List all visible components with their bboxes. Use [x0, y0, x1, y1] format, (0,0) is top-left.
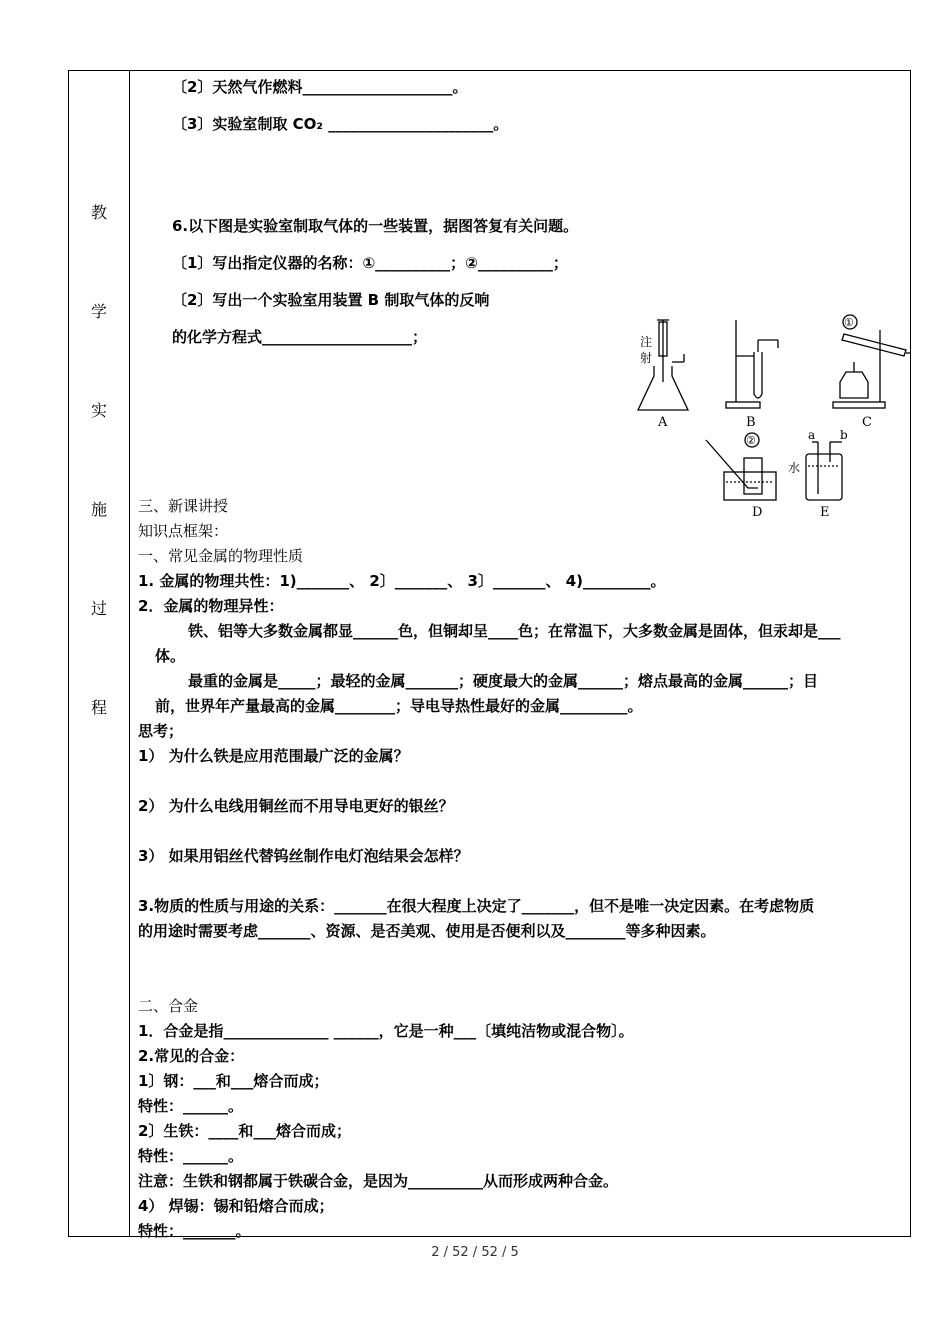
common-alloys-heading: 2.常见的合金： — [138, 1047, 245, 1065]
test-tube-c — [842, 334, 906, 356]
side-label-char: 过 — [90, 599, 107, 618]
page-number: 2 / 52 / 52 / 5 — [431, 1245, 519, 1260]
tube-label-a: a — [808, 428, 816, 442]
think-question: 2） 为什么电线用铜丝而不用导电更好的银丝？ — [138, 797, 454, 815]
stand-c — [833, 402, 885, 408]
figure-label-c: C — [862, 415, 872, 430]
alloy-property: 特性：______。 — [138, 1147, 244, 1165]
alloy-definition: 1．合金是指______________ ______，它是一种___〔填纯洁物或混合物〕。 — [138, 1022, 634, 1040]
question-6-stem: 6.以下图是实验室制取气体的一些装置，据图答复有关问题。 — [172, 217, 579, 235]
distinct-properties-line: 铁、铝等大多数金属都显______色，但铜却呈____色；在常温下，大多数金属是固体，但汞却是___ — [188, 622, 841, 640]
alloy-solder: 4） 焊锡：锡和铅熔合而成； — [138, 1197, 334, 1215]
question-6-part-1: 〔1〕写出指定仪器的名称：①__________；②__________； — [172, 254, 568, 272]
syringe-label: 注 — [640, 335, 653, 349]
side-label-char: 实 — [90, 401, 107, 420]
question-6-part-2: 〔2〕写出一个实验室用装置 B 制取气体的反响 — [172, 291, 490, 309]
alloy-property: 特性：_______。 — [138, 1222, 251, 1240]
instrument-mark-2: ② — [746, 434, 756, 447]
question-6-part-2-cont: 的化学方程式____________________； — [172, 328, 428, 346]
alloy-steel: 1〕钢：___和___熔合而成； — [138, 1072, 329, 1090]
distinct-properties-line: 最重的金属是_____；最轻的金属_______；硬度最大的金属______；熔点最高的金属______；目 — [188, 672, 819, 690]
syringe-label: 射 — [640, 351, 653, 365]
think-label: 思考； — [138, 722, 184, 740]
alloy-property: 特性：______。 — [138, 1097, 244, 1115]
question-5-part-2: 〔2〕天然气作燃料____________________。 — [172, 78, 468, 96]
common-properties-line: 1. 金属的物理共性：1)_______、 2〕_______、 3〕_______、 4)_________。 — [138, 572, 666, 590]
test-tube-b — [754, 352, 762, 398]
bottle-e — [806, 454, 842, 500]
side-label-char: 教 — [90, 203, 107, 222]
trough-d — [724, 472, 776, 500]
figure-label-a: A — [658, 415, 668, 430]
side-label-char: 施 — [90, 500, 107, 519]
figure-label-e: E — [820, 505, 830, 520]
subsection-heading: 一、常见金属的物理性质 — [138, 547, 304, 565]
think-question: 1） 为什么铁是应用范围最广泛的金属？ — [138, 747, 409, 765]
distinct-properties-heading: 2．金属的物理异性： — [138, 597, 284, 615]
distinct-properties-line: 体。 — [155, 647, 186, 665]
property-usage-line: 的用途时需要考虑_______、资源、是否美观、使用是否便利以及________等多种因素。 — [138, 922, 716, 940]
alloy-note: 注意：生铁和钢都属于铁碳合金，是因为__________从而形成两种合金。 — [138, 1172, 619, 1190]
alloy-heading: 二、合金 — [138, 997, 199, 1015]
alloy-pig-iron: 2〕生铁：____和___熔合而成； — [138, 1122, 351, 1140]
question-5-part-3: 〔3〕实验室制取 CO₂ ______________________。 — [172, 115, 509, 133]
side-label-char: 程 — [90, 698, 107, 717]
think-question: 3） 如果用铝丝代替钨丝制作电灯泡结果会怎样？ — [138, 847, 469, 865]
lamp-c — [840, 372, 868, 398]
side-label-char: 学 — [90, 302, 107, 321]
gas-apparatus-figure — [628, 312, 911, 520]
column-divider — [129, 70, 130, 1237]
stand-b — [726, 402, 760, 408]
distinct-properties-line: 前，世界年产量最高的金属________；导电导热性最好的金属_________。 — [155, 697, 643, 715]
tube-label-b: b — [840, 428, 848, 442]
figure-label-d: D — [752, 505, 763, 520]
property-usage-line: 3.物质的性质与用途的关系：_______在很大程度上决定了_______，但不是唯一决定因素。在考虑物质 — [138, 897, 815, 915]
figure-label-b: B — [746, 415, 756, 430]
section-heading: 三、新课讲授 — [138, 497, 229, 515]
instrument-mark-1: ① — [844, 316, 854, 329]
water-label: 水 — [788, 461, 801, 475]
framework-label: 知识点框架： — [138, 522, 229, 540]
